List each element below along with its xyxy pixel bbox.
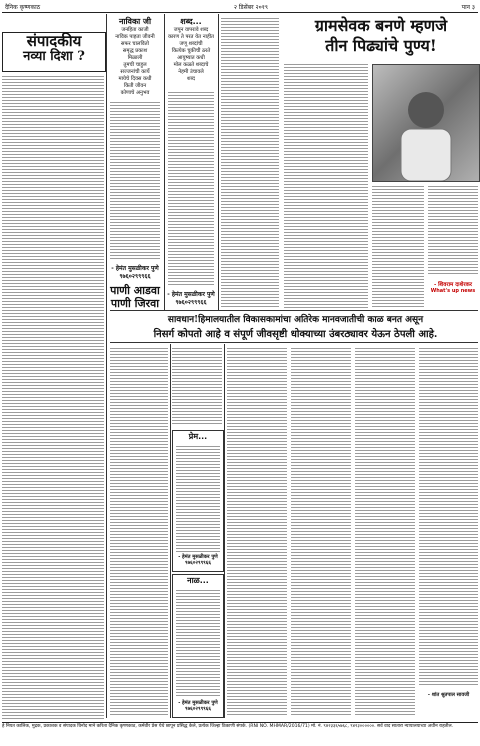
poem-signature: - हेमंत मुसळीकर पुणे (167, 291, 215, 298)
poem-naavika (108, 16, 162, 97)
page-number: पान ३ (461, 4, 475, 11)
banner-headline-line-1: सावधान!हिमालयातील विकासकामांचा अतिरेक मानवजातीची काळ बनत असून (167, 315, 424, 325)
poem-line: कोणाचे अनुभव (120, 90, 150, 96)
article-text-column (110, 346, 168, 716)
poem-line: समृद्ध प्रकाश (122, 48, 148, 54)
article-text-column (372, 184, 424, 308)
ramsevak-photo (372, 64, 480, 182)
article-text-column (227, 346, 287, 716)
imprint-footer: हे नियत कालिक, मुद्रक, प्रकाशक व संपादक विनोद माने करिता दैनिक कृष्णकाठ, कर्मवीर प्रेस येथे छापून प्रसिद्ध केले, प्रत्येक जिल्हा ठिकाणी संपर्क. (RNI NO. MHMAR/2016/71) मो. नं. ९४२३३६५७६८, ९४२३००००००. सर्व वाद सातारा न्यायालयाच्या अधीन राहतील. (2, 722, 478, 730)
poem-text (176, 444, 220, 552)
poem-line: सज्जनांची कार्ये (120, 69, 150, 75)
article-text-column (172, 346, 222, 426)
article-signature: - शांत श्रुतपाल सावजी (427, 692, 470, 698)
poem-shabd (166, 16, 216, 83)
poem-line: किती जीवन (123, 83, 147, 89)
article-text-column (221, 16, 279, 308)
poem-line: मायेचे दिवस कधी (118, 76, 152, 82)
poem-line: जनहिता काजी (121, 27, 149, 33)
editorial-heading (2, 32, 106, 72)
poem-signature: - हेमंत मुसळीकर पुणे (111, 265, 159, 272)
poem-text (176, 588, 220, 698)
poem-phone: ९७६०२९९९६६ (119, 273, 151, 280)
poem-line: आयुष्यात कधी (177, 55, 205, 61)
poem-naal (172, 574, 224, 718)
headline-line-1: ग्रामसेवक बनणे म्हणजे (314, 16, 448, 35)
poem-phone: ९७६०२९९९६६ (175, 299, 207, 306)
campaign-slogan: पाणी आडवा पाणी जिरवा (110, 284, 160, 310)
poem-text (168, 90, 214, 286)
poem-title: नाळ... (187, 576, 209, 585)
poem-phone: ९७६०२९९९६६ (184, 560, 211, 566)
article-text-column (284, 62, 368, 308)
poem-signature: - हेमंत मुसळीकर पुणे (178, 700, 218, 706)
poem-line: मोल कळते शब्दाचे (173, 62, 209, 68)
poem-line: शब्द (186, 76, 195, 82)
headline-line-2: तीन पिढ्यांचे पुण्य! (325, 36, 437, 55)
poem-prem (172, 430, 224, 572)
byline-block (428, 280, 478, 294)
poem-line: जणू शब्दांची (179, 41, 203, 47)
photo-caption: - शिवराम दाशेरकर (433, 282, 473, 288)
header-date: २ डिसेंबर २०१९ (233, 4, 268, 11)
editorial-subtitle: नव्या दिशा ? (23, 48, 85, 64)
poem-line: तुमची चाहुल (123, 62, 147, 68)
headline (284, 16, 478, 56)
portrait-illustration (373, 65, 479, 181)
article-text-column (419, 346, 478, 686)
newspaper-name: दैनिक कृष्णकाठ (5, 4, 41, 11)
page-header (2, 2, 478, 13)
poem-line: कारण ते परत येत नाहीत (167, 34, 215, 40)
poem-title: नाविका जी (118, 17, 152, 26)
whatsup-tag: What's up news (430, 288, 476, 294)
editorial-title: संपादकीय (26, 32, 82, 50)
poem-line: नाविक पाहता जीवनी (115, 34, 155, 40)
article-text-column (291, 346, 351, 716)
poem-line: सफर चालवितो (121, 41, 149, 47)
editorial-body-text (2, 74, 104, 720)
poem-text (110, 100, 160, 260)
article-text-column (428, 184, 478, 276)
banner-headline-line-2: निसर्ग कोपतो आहे व संपूर्ण जीवसृष्टी धोक्याच्या उंबरठ्यावर येऊन ठेपली आहे. (153, 329, 438, 340)
poem-signature: - हेमंत मुसळीकर पुणे (178, 554, 218, 560)
poem-title: शब्द... (180, 17, 202, 26)
poem-line: जपून वापरावे शब्द (173, 27, 209, 33)
poem-line: कित्येक चुकीची ठरते (171, 48, 211, 54)
poem-line: नेहमी उंचावले (178, 69, 204, 75)
poem-line: मिळाली (127, 55, 143, 61)
article-text-column (355, 346, 415, 716)
poem-phone: ९७६०२९९९६६ (184, 706, 211, 712)
poem-title: प्रेम... (188, 432, 208, 441)
